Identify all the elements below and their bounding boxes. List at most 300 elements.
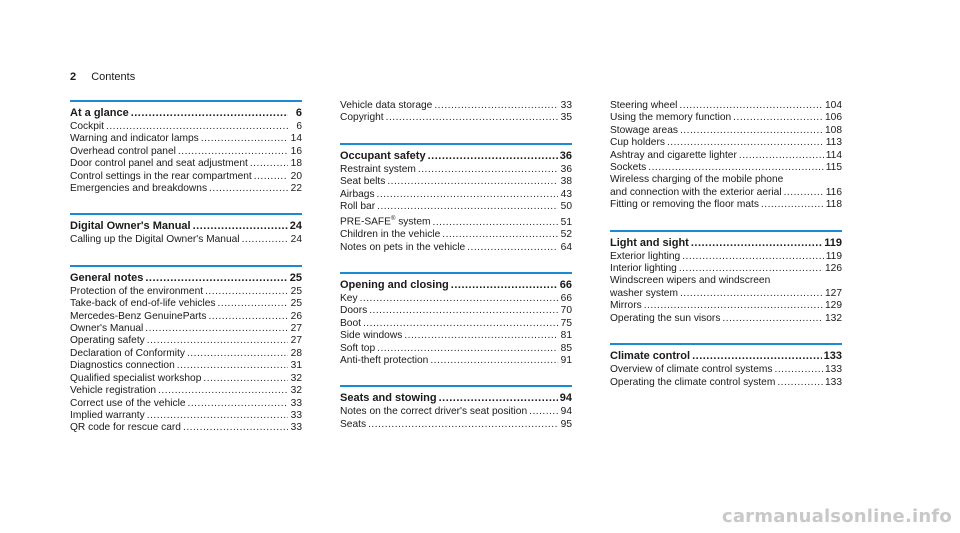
dot-leader (691, 237, 822, 250)
entry-page: 50 (560, 201, 572, 213)
dot-leader (442, 229, 558, 241)
entry-label (340, 318, 361, 330)
toc-entry[interactable] (70, 158, 302, 170)
section-title: Occupant safety (340, 149, 426, 162)
toc-entry[interactable] (340, 343, 572, 355)
entry-label-text: Copyright (340, 112, 384, 124)
entry-label (70, 311, 206, 323)
entry-label-text: Sockets (610, 162, 647, 174)
dot-leader (363, 318, 558, 330)
entry-label (70, 398, 186, 410)
toc-entry[interactable] (340, 229, 572, 241)
toc-entry[interactable] (610, 377, 842, 389)
entry-page: 91 (560, 355, 572, 367)
entry-label-text: Calling up the Digital Owner's Manual (70, 234, 240, 246)
dot-leader (386, 112, 558, 124)
dot-leader (203, 373, 288, 385)
entry-label-text: Mercedes-Benz GenuineParts (70, 310, 207, 322)
toc-entry[interactable] (70, 121, 302, 133)
entry-label (70, 422, 181, 434)
entry-label-text: Overview of climate control systems (610, 364, 773, 376)
entry-label (70, 335, 145, 347)
entry-label (340, 189, 375, 201)
entry-label-text: Ashtray and cigarette lighter (610, 149, 737, 161)
entry-label (70, 385, 156, 397)
entry-label-text: washer system (610, 287, 678, 299)
section-title: Seats and stowing (340, 392, 437, 405)
entry-page: 33 (560, 100, 572, 111)
toc-entry[interactable] (70, 146, 302, 158)
section-divider (340, 385, 572, 387)
entry-label (70, 360, 175, 372)
section-page: 119 (824, 236, 842, 249)
toc-entry[interactable] (70, 298, 302, 310)
entry-page: 133 (825, 364, 842, 376)
entry-page: 24 (290, 234, 302, 246)
entry-label-text: Implied warranty (70, 409, 145, 421)
dot-leader (387, 176, 558, 188)
toc-entry[interactable] (610, 300, 842, 312)
entry-label-text: Airbags (340, 188, 375, 200)
entry-label-text: Using the memory function (610, 112, 732, 124)
entry-label (610, 187, 782, 199)
toc-entry[interactable] (610, 288, 842, 300)
toc-entry[interactable] (340, 189, 572, 201)
entry-label (610, 199, 759, 211)
entry-label-text: Interior lighting (610, 263, 677, 275)
entry-page: 108 (825, 124, 842, 136)
toc-entry[interactable] (340, 176, 572, 188)
entry-label (610, 137, 665, 149)
toc-entry[interactable] (70, 311, 302, 323)
entry-label (340, 305, 367, 317)
dot-leader (428, 150, 558, 163)
entry-page: 104 (825, 100, 842, 111)
entry-label (610, 162, 646, 174)
entry-label-text: Operating the sun visors (610, 312, 721, 324)
entry-label-text: Operating safety (70, 335, 145, 347)
entry-label (610, 174, 783, 186)
toc-section (340, 272, 572, 367)
entry-page: 31 (290, 360, 302, 372)
toc-entry[interactable] (70, 410, 302, 422)
entry-label-text: Soft top (340, 342, 376, 354)
entry-page: 25 (290, 298, 302, 310)
dot-leader (254, 171, 288, 183)
entry-label-text: Notes on pets in the vehicle (340, 241, 466, 253)
toc-entry[interactable] (340, 305, 572, 317)
entry-label-suffix: system (395, 216, 431, 228)
entry-page: 33 (290, 397, 302, 409)
entry-page: 22 (290, 183, 302, 195)
watermark: carmanualsonline.info (721, 506, 952, 527)
dot-leader (777, 377, 823, 389)
entry-label-text: Emergencies and breakdowns (70, 183, 208, 195)
entry-label-text: Steering wheel (610, 100, 678, 111)
toc-entry[interactable] (70, 348, 302, 360)
entry-label-text: Correct use of the vehicle (70, 397, 186, 409)
dot-leader (369, 305, 558, 317)
entry-label (610, 150, 737, 162)
entry-label (340, 419, 366, 431)
entry-page: 18 (290, 158, 302, 170)
dot-leader (692, 350, 822, 363)
toc-entry[interactable] (340, 100, 572, 112)
dot-leader (147, 335, 288, 347)
section-page: 133 (823, 350, 842, 363)
entry-page: 85 (560, 342, 572, 354)
toc-entry[interactable] (610, 251, 842, 263)
section-divider (340, 272, 572, 274)
toc-section (70, 213, 302, 246)
entry-page: 52 (560, 229, 572, 241)
entry-page: 115 (825, 162, 842, 174)
dot-leader (201, 133, 288, 145)
entry-label-text: Boot (340, 317, 361, 329)
entry-label (340, 293, 358, 305)
dot-leader (209, 183, 288, 195)
entry-label-text: Vehicle registration (70, 385, 157, 397)
entry-label-text: and connection with the exterior aerial (610, 186, 782, 198)
entry-label-text: Children in the vehicle (340, 229, 441, 241)
entry-label (70, 410, 145, 422)
entry-page: 27 (290, 335, 302, 347)
entry-page: 14 (290, 133, 302, 145)
entry-label (610, 100, 677, 112)
toc-entry[interactable] (70, 422, 302, 434)
toc-section (610, 230, 842, 325)
toc-entry[interactable] (340, 112, 572, 124)
dot-leader (682, 251, 824, 263)
entry-page: 106 (825, 112, 842, 124)
toc-entry[interactable] (70, 286, 302, 298)
entry-page: 66 (560, 293, 572, 305)
entry-label-text: Fitting or removing the floor mats (610, 199, 759, 211)
entry-label-text: Operating the climate control system (610, 376, 776, 388)
entry-page: 70 (560, 305, 572, 317)
toc-entry[interactable] (610, 199, 842, 211)
toc-entry[interactable] (70, 335, 302, 347)
entry-page: 28 (290, 347, 302, 359)
toc-entry[interactable] (340, 330, 572, 342)
entry-label (340, 406, 527, 418)
entry-label-text: Take-back of end-of-life vehicles (70, 298, 216, 310)
toc-entry[interactable] (340, 293, 572, 305)
toc-entry[interactable] (340, 355, 572, 367)
dot-leader (667, 137, 824, 149)
entry-page: 35 (560, 112, 572, 124)
section-title: At a glance (70, 107, 129, 119)
entry-label (610, 251, 680, 263)
entry-label (340, 330, 402, 342)
toc-entry[interactable] (610, 162, 842, 174)
entry-label-text: Notes on the correct driver's seat position (340, 406, 528, 418)
entry-label-text: Diagnostics connection (70, 360, 175, 372)
toc-entry[interactable] (610, 137, 842, 149)
dot-leader (739, 150, 824, 162)
entry-page: 26 (290, 310, 302, 322)
entry-label (70, 121, 104, 133)
toc-section (70, 100, 302, 195)
entry-label-text: Windscreen wipers and windscreen (610, 275, 771, 287)
section-divider (610, 343, 842, 345)
dot-leader (722, 313, 823, 325)
toc-section (70, 265, 302, 435)
entry-label-text: Vehicle data storage (340, 100, 433, 111)
toc-section (340, 100, 572, 125)
entry-page: 32 (290, 372, 302, 384)
entry-label (70, 323, 143, 335)
section-title: Climate control (610, 350, 691, 363)
dot-leader (145, 323, 288, 335)
section-page: 24 (289, 220, 302, 233)
section-heading[interactable] (340, 279, 572, 292)
section-heading[interactable] (70, 220, 302, 233)
dot-leader (784, 187, 824, 199)
dot-leader (680, 125, 823, 137)
toc-entry[interactable] (340, 318, 572, 330)
entry-label (610, 125, 678, 137)
entry-page: 118 (825, 199, 842, 211)
dot-leader (430, 355, 558, 367)
section-heading[interactable] (70, 272, 302, 285)
section-heading[interactable] (340, 392, 572, 405)
dot-leader (208, 311, 288, 323)
toc-entry[interactable] (610, 150, 842, 162)
toc-entry[interactable] (610, 275, 842, 287)
entry-page: 94 (560, 406, 572, 418)
toc-entry[interactable] (70, 234, 302, 246)
dot-leader (178, 146, 288, 158)
dot-leader (434, 100, 558, 112)
entry-label (70, 171, 252, 183)
section-page: 66 (559, 279, 572, 292)
toc-entry[interactable] (610, 174, 842, 186)
entry-label-text: Anti-theft protection (340, 355, 429, 367)
entry-label (70, 133, 199, 145)
entry-page: 133 (825, 376, 842, 388)
dot-leader (158, 385, 288, 397)
section-title: Opening and closing (340, 279, 449, 292)
entry-label (340, 213, 430, 229)
toc-entry[interactable] (70, 398, 302, 410)
toc-entry[interactable] (340, 242, 572, 254)
entry-label (70, 348, 185, 360)
entry-page: 25 (290, 285, 302, 297)
dot-leader (188, 398, 288, 410)
dot-leader (404, 330, 558, 342)
entry-label (340, 343, 375, 355)
section-heading[interactable] (340, 150, 572, 163)
section-divider (70, 100, 302, 102)
entry-label (340, 355, 428, 367)
section-divider (340, 143, 572, 145)
entry-label-text: Declaration of Conformity (70, 347, 185, 359)
entry-label (70, 234, 240, 246)
toc-entry[interactable] (340, 406, 572, 418)
entry-page: 32 (290, 385, 302, 397)
section-heading[interactable] (70, 107, 302, 120)
section-divider (610, 230, 842, 232)
entry-label-text: Wireless charging of the mobile phone (610, 174, 784, 186)
entry-label-text: Door control panel and seat adjustment (70, 158, 248, 170)
entry-label-text: Seat belts (340, 176, 386, 188)
entry-label-text: Protection of the environment (70, 285, 204, 297)
toc-entry[interactable] (340, 419, 572, 431)
entry-label (340, 112, 384, 124)
toc-entry[interactable] (610, 112, 842, 124)
toc-entry[interactable] (70, 360, 302, 372)
dot-leader (131, 107, 288, 120)
toc-section (610, 100, 842, 212)
dot-leader (432, 217, 558, 229)
dot-leader (250, 158, 288, 170)
entry-label (610, 364, 772, 376)
entry-label-text: Key (340, 293, 358, 305)
toc-entry[interactable] (70, 373, 302, 385)
dot-leader (193, 220, 288, 233)
toc-entry[interactable] (610, 100, 842, 112)
entry-label-text: Restraint system (340, 163, 416, 175)
dot-leader (360, 293, 558, 305)
section-page: 36 (559, 149, 572, 162)
section-page: 25 (289, 271, 302, 284)
toc-entry[interactable] (610, 187, 842, 199)
entry-label (70, 286, 203, 298)
entry-label (610, 377, 775, 389)
dot-leader (648, 162, 824, 174)
entry-label-text: Control settings in the rear compartment (70, 170, 252, 182)
dot-leader (774, 364, 823, 376)
dot-leader (377, 343, 558, 355)
entry-page: 51 (560, 216, 572, 228)
toc-column-3 (610, 100, 842, 407)
entry-page: 16 (290, 145, 302, 157)
toc-entry[interactable] (340, 213, 572, 229)
dot-leader (644, 300, 823, 312)
entry-page: 114 (825, 149, 842, 161)
dot-leader (147, 410, 288, 422)
section-heading[interactable] (610, 350, 842, 363)
dot-leader (177, 360, 288, 372)
entry-label-text: Mirrors (610, 300, 642, 312)
entry-label (610, 263, 677, 275)
entry-page: 33 (290, 409, 302, 421)
toc-entry[interactable] (70, 385, 302, 397)
entry-page: 81 (560, 330, 572, 342)
section-page: 94 (559, 392, 572, 405)
toc-entry[interactable] (70, 323, 302, 335)
entry-page: 27 (290, 323, 302, 335)
page-header (70, 71, 135, 83)
entry-page: 36 (560, 163, 572, 175)
entry-label-text: Cup holders (610, 137, 665, 149)
dot-leader (680, 288, 823, 300)
entry-label (610, 313, 720, 325)
entry-label (610, 288, 678, 300)
entry-page: 95 (560, 418, 572, 430)
toc-entry[interactable] (610, 125, 842, 137)
entry-page: 33 (290, 422, 302, 434)
entry-label (70, 183, 207, 195)
entry-label (70, 146, 176, 158)
entry-page: 119 (825, 250, 842, 262)
section-heading[interactable] (610, 237, 842, 250)
dot-leader (418, 164, 558, 176)
section-divider (70, 213, 302, 215)
entry-label-text: Qualified specialist workshop (70, 372, 202, 384)
dot-leader (761, 199, 824, 211)
entry-label-text: Doors (340, 305, 368, 317)
entry-label-text: QR code for rescue card (70, 422, 181, 434)
entry-page: 64 (560, 241, 572, 253)
entry-label (340, 164, 416, 176)
toc-entry[interactable] (70, 171, 302, 183)
entry-label-sup: ® (390, 216, 396, 223)
toc-section (610, 343, 842, 389)
toc-entry[interactable] (70, 183, 302, 195)
toc-entry[interactable] (340, 164, 572, 176)
entry-page: 129 (825, 300, 842, 312)
dot-leader (529, 406, 558, 418)
entry-label-text: Side windows (340, 330, 403, 342)
page-title: Contents (91, 71, 136, 83)
entry-label (340, 229, 440, 241)
entry-label-text: Overhead control panel (70, 145, 176, 157)
entry-label (340, 201, 375, 213)
entry-label-text: Exterior lighting (610, 250, 681, 262)
entry-label-text: Seats (340, 418, 367, 430)
dot-leader (242, 234, 288, 246)
entry-label (610, 300, 642, 312)
entry-label (340, 100, 432, 112)
section-divider (70, 265, 302, 267)
entry-label-text: Owner's Manual (70, 323, 144, 335)
entry-label (340, 242, 465, 254)
dot-leader (106, 121, 288, 133)
toc-entry[interactable] (340, 201, 572, 213)
section-page: 6 (295, 107, 302, 119)
dot-leader (368, 419, 558, 431)
toc-entry[interactable] (70, 133, 302, 145)
entry-page: 43 (560, 188, 572, 200)
dot-leader (679, 263, 823, 275)
entry-page: 126 (825, 263, 842, 275)
toc-column-2 (340, 100, 572, 449)
entry-label-text: Stowage areas (610, 124, 678, 136)
entry-label-text: Cockpit (70, 121, 104, 132)
toc-section (340, 143, 572, 254)
dot-leader (205, 286, 288, 298)
toc-entry[interactable] (610, 263, 842, 275)
section-title: General notes (70, 271, 144, 284)
dot-leader (679, 100, 823, 112)
entry-label-text: Roll bar (340, 201, 376, 213)
section-title: Digital Owner's Manual (70, 220, 191, 233)
toc-entry[interactable] (610, 364, 842, 376)
entry-page: 20 (290, 170, 302, 182)
dot-leader (451, 279, 558, 292)
entry-label (610, 112, 731, 124)
entry-label (340, 176, 385, 188)
dot-leader (467, 242, 558, 254)
toc-entry[interactable] (610, 313, 842, 325)
entry-label (70, 298, 216, 310)
toc-section (340, 385, 572, 431)
entry-page: 116 (825, 186, 842, 198)
entry-label-text: Warning and indicator lamps (70, 133, 199, 145)
section-title: Light and sight (610, 236, 689, 249)
